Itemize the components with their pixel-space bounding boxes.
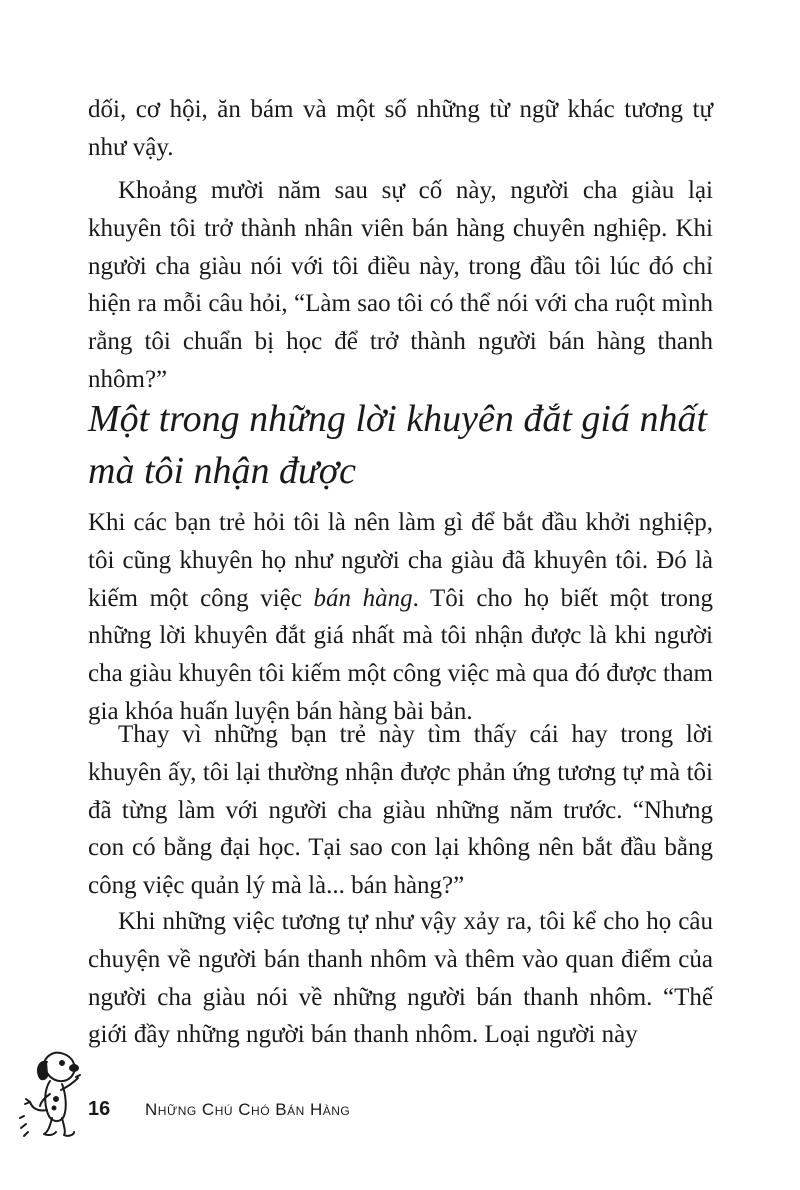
emphasis-text: bán hàng <box>313 584 413 612</box>
paragraph-text: Khoảng mười năm sau sự cố này, người cha giàu lại khuyên tôi trở thành nhân viên bán hàng chuyên nghiệp. Khi người cha giàu nói với tôi điều này, trong đầu tôi lúc đó chỉ hiện ra mỗi câu hỏi, “Làm sao tôi có thể nói với cha ruột mình rằng tôi chuẩn bị học để trở thành người bán hàng thanh nhôm?” <box>88 177 713 393</box>
heading-line-1: Một trong những lời khuyên đắt giá nhất <box>88 398 708 440</box>
page-footer <box>0 1040 800 1140</box>
running-title: Những Chú Chó Bán Hàng <box>145 1100 351 1119</box>
paragraph <box>88 172 713 399</box>
paragraph <box>88 504 713 731</box>
paragraph-text-part: Khi các bạn trẻ hỏi tôi là nên làm gì để bắt đầu khởi nghiệp, tôi cũng khuyên họ như người cha giàu đã khuyên tôi. Đó là kiếm một công việc <box>88 509 713 612</box>
dog-cartoon-icon <box>14 1044 84 1144</box>
page-number: 16 <box>88 1098 111 1120</box>
section-heading <box>88 393 728 497</box>
paragraph <box>88 716 713 905</box>
paragraph-text-part: . Tôi cho họ biết một trong những lời khuyên đắt giá nhất mà tôi nhận được là khi người cha giàu khuyên tôi kiếm một công việc mà qua đó được tham gia khóa huấn luyện bán hàng bài bản. <box>88 584 714 725</box>
paragraph-text: dối, cơ hội, ăn bám và một số những từ ngữ khác tương tự như vậy. <box>88 96 713 161</box>
paragraph-text <box>88 504 713 731</box>
paragraph-text: Thay vì những bạn trẻ này tìm thấy cái hay trong lời khuyên ấy, tôi lại thường nhận được phản ứng tương tự mà tôi đã từng làm với người cha giàu những năm trước. “Nhưng con có bằng đại học. Tại sao con lại không nên bắt đầu bằng công việc quản lý mà là... bán hàng?” <box>88 721 713 900</box>
paragraph-text: Khi những việc tương tự như vậy xảy ra, tôi kể cho họ câu chuyện về người bán thanh nhôm và thêm vào quan điểm của người cha giàu nói về những người bán thanh nhôm. “Thế giới đầy những người bán thanh nhôm. Loại người này <box>88 908 713 1049</box>
heading-line-2: mà tôi nhận được <box>88 450 356 492</box>
paragraph-continuation <box>88 91 713 167</box>
paragraph <box>88 903 713 1054</box>
